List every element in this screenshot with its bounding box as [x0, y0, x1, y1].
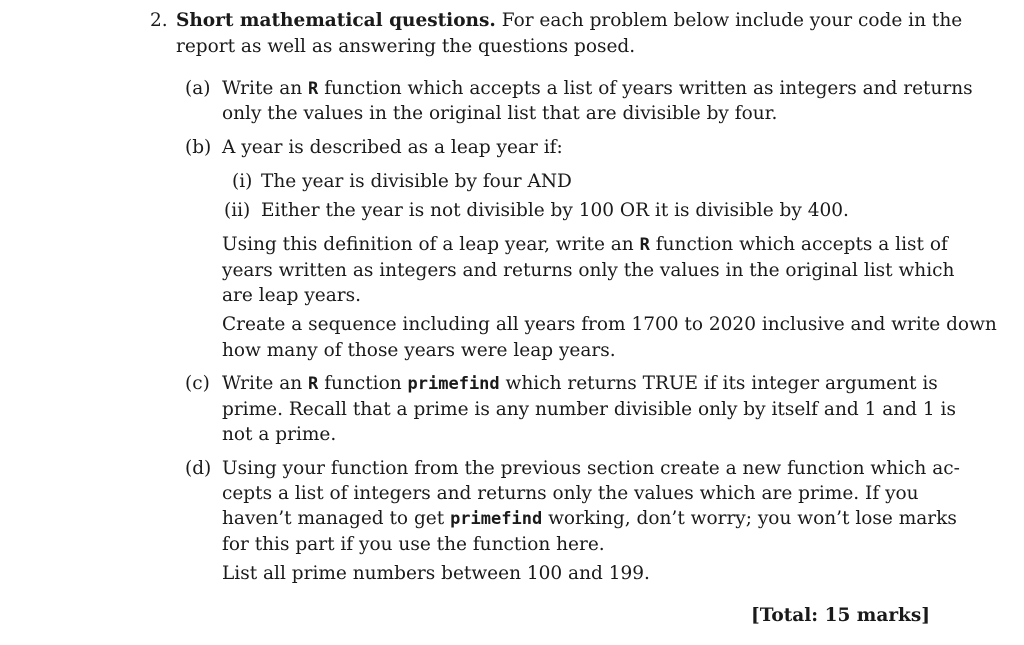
r-code: R — [308, 79, 319, 99]
part-d-line5: List all prime numbers between 100 and 199. — [222, 563, 650, 584]
question-number: 2. — [150, 10, 168, 31]
part-d-label: (d) — [185, 458, 212, 479]
part-b-text: Using this definition of a leap year, write an — [222, 234, 634, 255]
part-c-line3: not a prime. — [222, 424, 337, 445]
part-a-line2: only the values in the original list that are divisible by four. — [222, 103, 778, 124]
part-c-text: Write an — [222, 373, 303, 394]
question-intro: For each problem below include your code in the — [501, 10, 963, 31]
r-code: R — [639, 235, 650, 255]
part-b-sub-ii-label: (ii) — [224, 200, 251, 221]
part-a-text: Write an — [222, 78, 303, 99]
part-d-line1: Using your function from the previous section create a new function which ac- — [222, 458, 960, 479]
total-marks — [751, 605, 930, 627]
part-a-label: (a) — [185, 78, 211, 99]
part-d-line3 — [222, 508, 957, 530]
question-intro-line2: report as well as answering the questions posed. — [176, 36, 636, 57]
part-d-line4: for this part if you use the function here. — [222, 534, 605, 555]
part-b-para2-line2: how many of those years were leap years. — [222, 340, 616, 361]
part-b-text-post: function which accepts a list of — [655, 234, 948, 255]
part-b-sub-ii: Either the year is not divisible by 100 OR it is divisible by 400. — [261, 200, 849, 221]
part-d-line2: cepts a list of integers and returns only the values which are prime. If you — [222, 483, 919, 504]
part-c-line1 — [222, 373, 938, 395]
r-code: R — [308, 374, 319, 394]
part-b-para1-line3: are leap years. — [222, 285, 361, 306]
part-c-line2: prime. Recall that a prime is any number divisible only by itself and 1 and 1 is — [222, 399, 956, 420]
part-b-para1-line1 — [222, 234, 948, 256]
part-b-sub-i-label: (i) — [232, 171, 253, 192]
part-d-text-post: working, don’t worry; you won’t lose marks — [548, 508, 957, 529]
total-marks-text: [Total: 15 marks] — [751, 605, 931, 626]
part-c-text-post: which returns TRUE if its integer argument is — [505, 373, 938, 394]
part-c-label: (c) — [185, 373, 210, 394]
part-b-line1: A year is described as a leap year if: — [222, 137, 563, 158]
part-d-text: haven’t managed to get — [222, 508, 445, 529]
part-b-label: (b) — [185, 137, 212, 158]
part-b-para2-line1: Create a sequence including all years from 1700 to 2020 inclusive and write down — [222, 314, 997, 335]
primefind-code: primefind — [407, 374, 500, 394]
part-a-line1 — [222, 78, 973, 100]
part-b-sub-i: The year is divisible by four AND — [261, 171, 572, 192]
question-header-line1 — [176, 10, 963, 32]
part-c-text-mid: function — [324, 373, 402, 394]
part-b-para1-line2: years written as integers and returns only the values in the original list which — [222, 260, 955, 281]
part-a-text-post: function which accepts a list of years written as integers and returns — [324, 78, 973, 99]
question-title: Short mathematical questions. — [176, 10, 496, 31]
primefind-code: primefind — [450, 509, 543, 529]
